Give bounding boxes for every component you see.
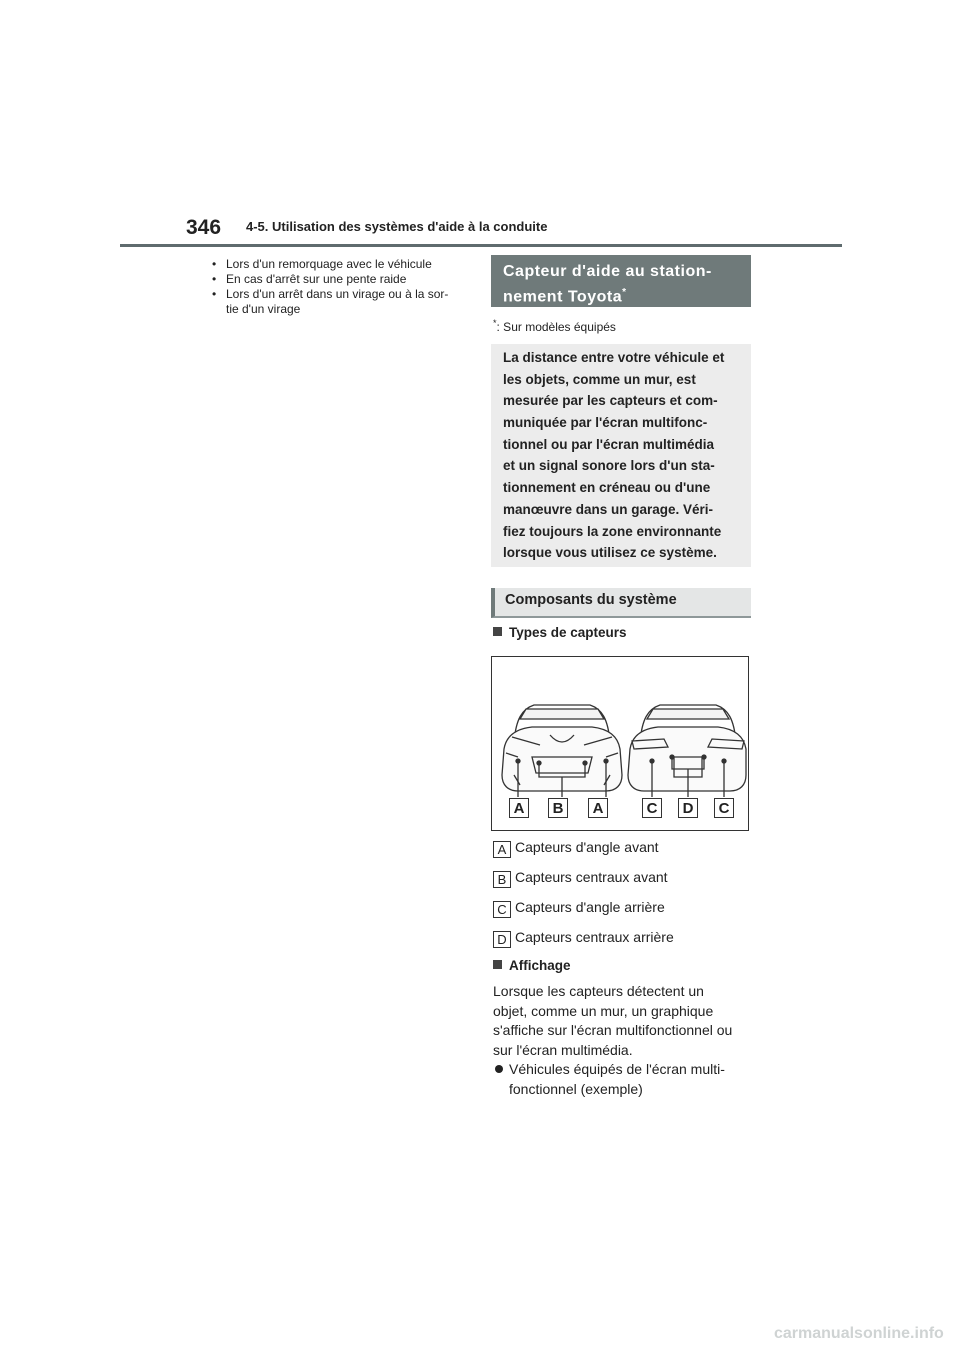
display-paragraph <box>493 982 753 1060</box>
footnote <box>493 318 616 334</box>
intro-line: La distance entre votre véhicule et <box>503 350 725 365</box>
legend-text: Capteurs centraux arrière <box>515 929 674 945</box>
footnote-mark: * <box>493 318 497 328</box>
header-rule <box>120 244 842 247</box>
dot-bullet-item <box>493 1059 753 1099</box>
list-item-continuation: tie d'un virage <box>226 302 301 316</box>
legend-text: Capteurs centraux avant <box>515 869 668 885</box>
intro-line: tionnement en créneau ou d'une <box>503 480 711 496</box>
page-number: 346 <box>186 216 222 239</box>
legend-text: Capteurs d'angle avant <box>515 839 659 855</box>
legend-item <box>493 839 659 858</box>
legend-key: A <box>493 841 511 858</box>
section-title-box <box>491 255 751 307</box>
legend-item <box>493 869 668 888</box>
legend-item <box>493 929 674 948</box>
bullet-line: Véhicules équipés de l'écran multi- <box>509 1061 725 1077</box>
legend-item <box>493 899 665 918</box>
paragraph-line: sur l'écran multimédia. <box>493 1041 633 1058</box>
intro-line: fiez toujours la zone environnante <box>503 523 722 539</box>
subsection-heading: Composants du système <box>491 588 751 618</box>
intro-line: mesurée par les capteurs et com- <box>503 393 718 409</box>
intro-box <box>491 344 751 567</box>
car-illustration <box>492 657 748 830</box>
types-heading <box>493 625 627 640</box>
section-heading: 4-5. Utilisation des systèmes d'aide à la conduite <box>246 219 548 234</box>
intro-line: muniquée par l'écran multifonc- <box>503 415 708 431</box>
legend-key: B <box>493 871 511 888</box>
square-bullet-icon <box>493 960 502 969</box>
display-heading-text: Affichage <box>509 958 571 973</box>
intro-line: tionnel ou par l'écran multimédia <box>503 436 714 452</box>
list-item: • Lors d'un remorquage avec le véhicule <box>210 257 470 272</box>
section-title-line1: Capteur d'aide au station- <box>503 263 712 280</box>
figure-label-a-right: A <box>588 798 608 818</box>
watermark: carmanualsonline.info <box>774 1325 944 1342</box>
figure-label-a-left: A <box>509 798 529 818</box>
dot-bullet-icon <box>495 1065 503 1073</box>
intro-line: lorsque vous utilisez ce système. <box>503 545 717 561</box>
legend-key: C <box>493 901 511 918</box>
footnote-text: : Sur modèles équipés <box>496 320 616 334</box>
intro-line: les objets, comme un mur, est <box>503 371 696 387</box>
figure-label-b: B <box>548 798 568 818</box>
paragraph-line: Lorsque les capteurs détectent un <box>493 983 704 999</box>
figure-label-d: D <box>678 798 698 818</box>
types-heading-text: Types de capteurs <box>509 625 627 640</box>
intro-line: manœuvre dans un garage. Véri- <box>503 501 714 517</box>
intro-line: et un signal sonore lors d'un sta- <box>503 458 715 474</box>
display-heading <box>493 958 571 973</box>
list-item: • En cas d'arrêt sur une pente raide <box>210 272 470 287</box>
paragraph-line: s'affiche sur l'écran multifonctionnel ou <box>493 1022 733 1038</box>
left-bullet-list <box>210 257 470 317</box>
bullet-line: fonctionnel (exemple) <box>509 1081 643 1097</box>
legend-key: D <box>493 931 511 948</box>
figure-label-c-left: C <box>642 798 662 818</box>
paragraph-line: objet, comme un mur, un graphique <box>493 1002 714 1019</box>
section-title-line2: nement Toyota <box>503 288 623 306</box>
title-footnote-mark: * <box>622 287 627 298</box>
legend-text: Capteurs d'angle arrière <box>515 899 665 915</box>
figure-label-c-right: C <box>714 798 734 818</box>
sensor-figure <box>491 656 749 831</box>
square-bullet-icon <box>493 627 502 636</box>
list-item: • Lors d'un arrêt dans un virage ou à la sor- <box>210 287 470 302</box>
